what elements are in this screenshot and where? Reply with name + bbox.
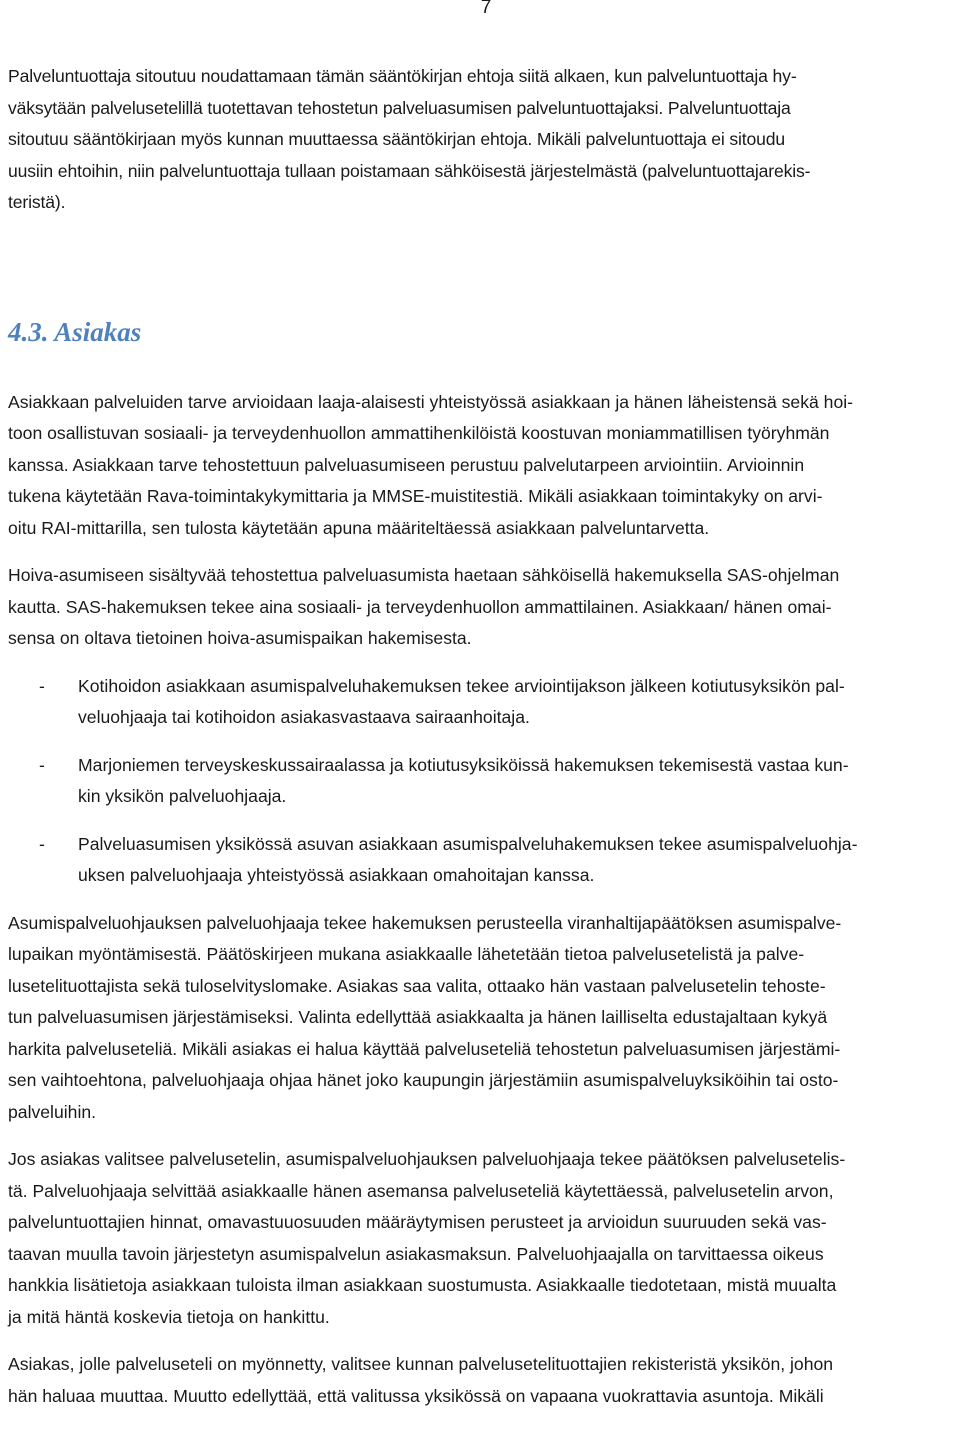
list-dash: - bbox=[39, 675, 45, 696]
text-line: Kotihoidon asiakkaan asumispalveluhakemuksen tekee arviointijakson jälkeen kotiutusyksikön pal- bbox=[78, 675, 845, 696]
section-heading: 4.3. Asiakas bbox=[8, 316, 142, 347]
text-line: taavan muulla tavoin järjestetyn asumispalvelun asiakasmaksun. Palveluohjaajalla on tarvittaessa oikeus bbox=[8, 1243, 824, 1264]
document-body bbox=[8, 61, 956, 1412]
list-item bbox=[8, 829, 956, 892]
text-line: harkita palveluseteliä. Mikäli asiakas ei halua käyttää palveluseteliä tehostetun palveluasumisen järjestämi- bbox=[8, 1038, 841, 1059]
list-dash: - bbox=[39, 754, 45, 775]
text-line: kanssa. Asiakkaan tarve tehostettuun palveluasumiseen perustuu palvelutarpeen arviointiin. Arvioinnin bbox=[8, 454, 805, 475]
text-line: tukena käytetään Rava-toimintakykymittaria ja MMSE-muistitestiä. Mikäli asiakkaan toimintakyky on arvi- bbox=[8, 486, 823, 506]
paragraph bbox=[8, 1349, 956, 1412]
text-line: teristä). bbox=[8, 192, 66, 212]
text-line: uusiin ehtoihin, niin palveluntuottaja tullaan poistamaan sähköisestä järjestelmästä (palveluntuottajarekis- bbox=[8, 160, 811, 181]
text-line: sen vaihtoehtona, palveluohjaaja ohjaa hänet joko kaupungin järjestämiin asumispalveluyksiköihin tai osto- bbox=[8, 1070, 839, 1090]
text-line: ja mitä häntä koskevia tietoja on hankittu. bbox=[8, 1306, 330, 1327]
text-line: Marjoniemen terveyskeskussairaalassa ja kotiutusyksiköissä hakemuksen tekemisestä vastaa kun- bbox=[78, 754, 849, 775]
list-item bbox=[8, 671, 956, 734]
text-line: sitoutuu sääntökirjaan myös kunnan muuttaessa sääntökirjan ehtoja. Mikäli palveluntuottaja ei sitoudu bbox=[8, 129, 786, 149]
paragraph bbox=[8, 908, 956, 1129]
text-line: tä. Palveluohjaaja selvittää asiakkaalle hänen asemansa palveluseteliä käytettäessä, palvelusetelin arvon, bbox=[8, 1180, 834, 1201]
list-item bbox=[8, 750, 956, 813]
text-line: Palveluntuottaja sitoutuu noudattamaan tämän sääntökirjan ehtoja siitä alkaen, kun palveluntuottaja hy- bbox=[8, 66, 797, 86]
text-line: lusetelituottajista sekä tuloselvityslomake. Asiakas saa valita, ottaako hän vastaan palvelusetelin tehoste- bbox=[8, 975, 826, 996]
text-line: oitu RAI-mittarilla, sen tulosta käytetään apuna määriteltäessä asiakkaan palveluntarvetta. bbox=[8, 517, 710, 538]
text-line: lupaikan myöntämisestä. Päätöskirjeen mukana asiakkaalle lähetetään tietoa palvelusetelistä ja palve- bbox=[8, 944, 805, 964]
text-line: tun palveluasumisen järjestämiseksi. Valinta edellyttää asiakkaalta ja hänen lailliselta edustajaltaan kykyä bbox=[8, 1007, 828, 1027]
page-number: 7 bbox=[480, 0, 492, 18]
text-line: palveluntuottajien hinnat, omavastuuosuuden määräytymisen perusteet ja arvioidun suuruuden sekä vas- bbox=[8, 1212, 827, 1232]
text-line: veluohjaaja tai kotihoidon asiakasvastaava sairaanhoitaja. bbox=[78, 707, 530, 727]
paragraph bbox=[8, 1144, 956, 1333]
list-dash: - bbox=[39, 833, 45, 854]
text-line: hän haluaa muuttaa. Muutto edellyttää, että valitussa yksikössä on vapaana vuokrattavia asuntoja. Mikäli bbox=[8, 1385, 824, 1406]
text-line: hankkia lisätietoja asiakkaan tuloista ilman asiakkaan suostumusta. Asiakkaalle tiedotetaan, mistä muualta bbox=[8, 1275, 837, 1295]
text-line: Palveluasumisen yksikössä asuvan asiakkaan asumispalveluhakemuksen tekee asumispalveluohja- bbox=[78, 833, 858, 854]
text-line: Asiakkaan palveluiden tarve arvioidaan laaja-alaisesti yhteistyössä asiakkaan ja hänen läheistensä sekä hoi- bbox=[8, 391, 854, 412]
text-line: uksen palveluohjaaja yhteistyössä asiakkaan omahoitajan kanssa. bbox=[78, 865, 595, 885]
paragraph bbox=[8, 560, 956, 655]
text-line: Asumispalveluohjauksen palveluohjaaja tekee hakemuksen perusteella viranhaltijapäätöksen asumispalve- bbox=[8, 912, 842, 933]
text-line: kautta. SAS-hakemuksen tekee aina sosiaali- ja terveydenhuollon ammattilainen. Asiakkaan/ hänen omai- bbox=[8, 596, 832, 617]
text-line: sensa on oltava tietoinen hoiva-asumispaikan hakemisesta. bbox=[8, 628, 472, 648]
text-line: väksytään palvelusetelillä tuotettavan tehostetun palveluasumisen palveluntuottajaksi. Palveluntuottaja bbox=[8, 97, 791, 118]
paragraph bbox=[8, 387, 956, 545]
text-line: Jos asiakas valitsee palvelusetelin, asumispalveluohjauksen palveluohjaaja tekee päätöksen palvelusetelis- bbox=[8, 1149, 846, 1169]
text-line: Asiakas, jolle palveluseteli on myönnetty, valitsee kunnan palvelusetelituottajien rekisteristä yksikön, johon bbox=[8, 1354, 834, 1374]
text-line: toon osallistuvan sosiaali- ja terveydenhuollon ammattihenkilöistä koostuvan moniammatillisen työryhmän bbox=[8, 423, 830, 443]
text-line: kin yksikön palveluohjaaja. bbox=[78, 786, 287, 806]
intro-paragraph bbox=[8, 61, 956, 219]
text-line: Hoiva-asumiseen sisältyvää tehostettua palveluasumista haetaan sähköisellä hakemuksella SAS-ohjelman bbox=[8, 565, 840, 585]
text-line: palveluihin. bbox=[8, 1101, 97, 1122]
